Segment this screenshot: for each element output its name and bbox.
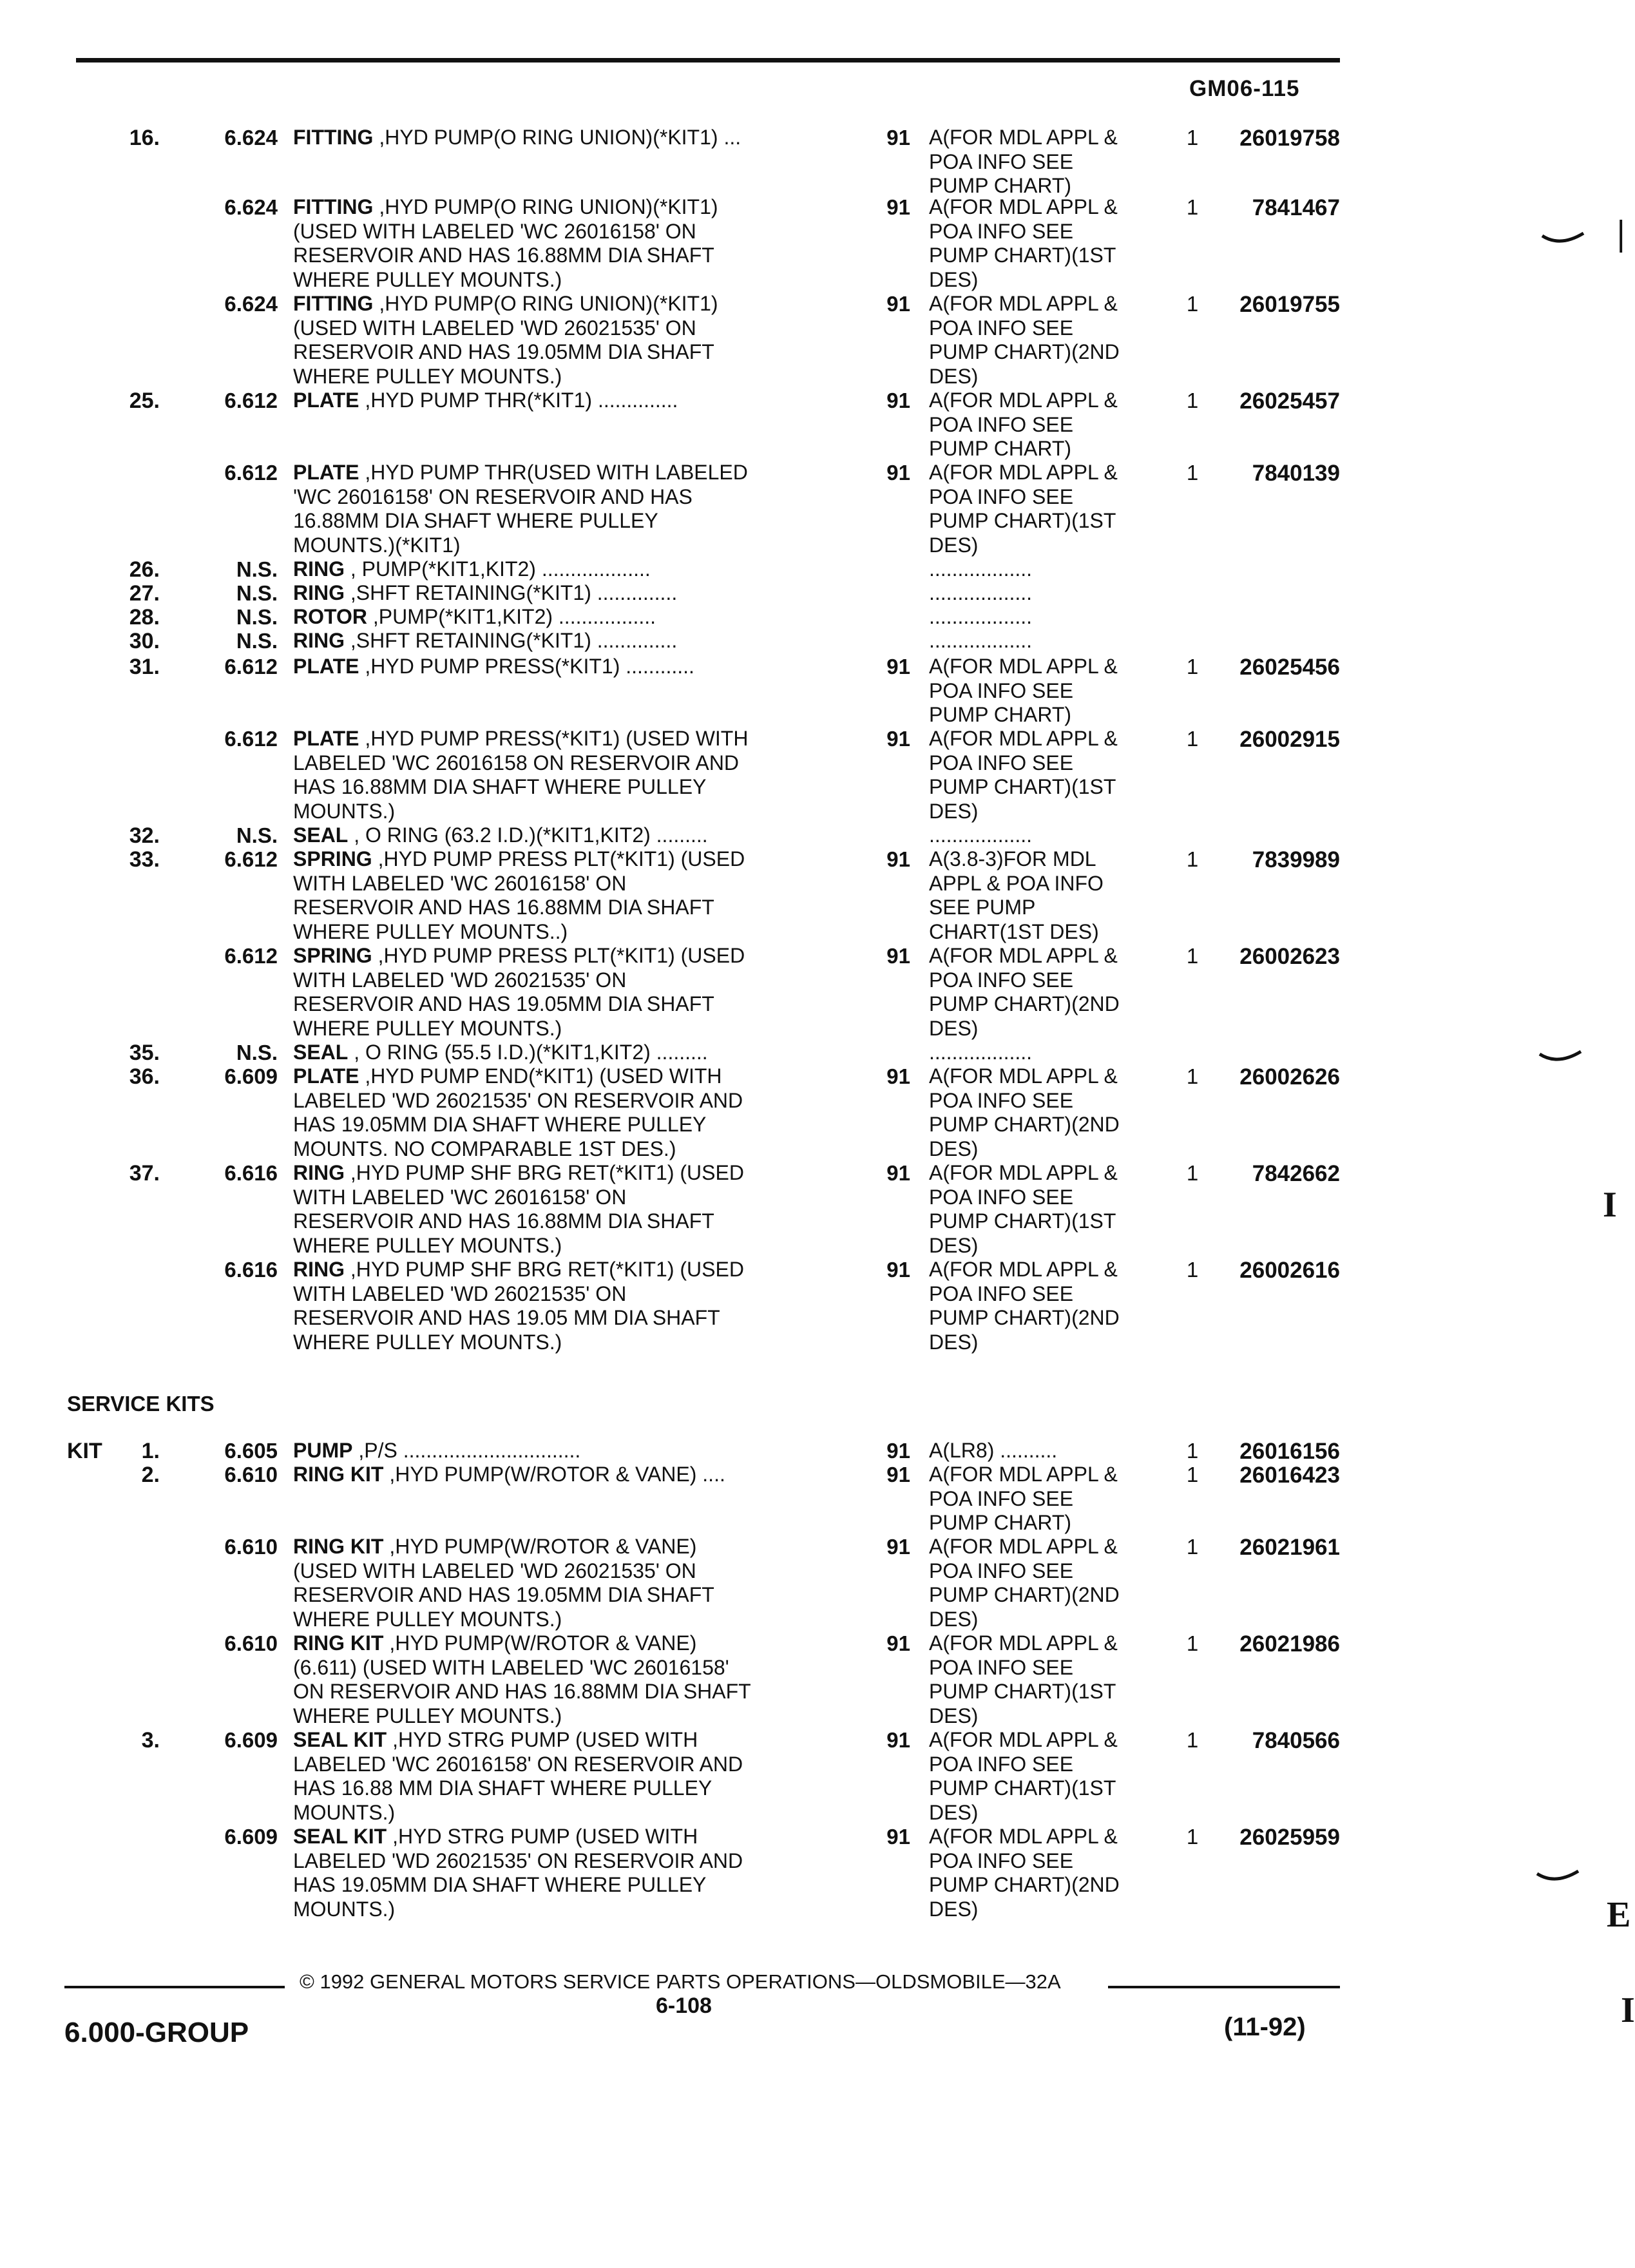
footer-date: (11-92) <box>1224 2013 1306 2041</box>
part-name: PLATE <box>293 461 359 484</box>
item-number: 3. <box>141 1728 160 1753</box>
group-number: 6.609 <box>224 1064 278 1088</box>
part-name: SPRING <box>293 944 372 967</box>
application: A(FOR MDL APPL & POA INFO SEE PUMP CHART)(1ST DES) <box>929 1631 1118 1727</box>
quantity: 1 <box>1186 126 1199 149</box>
model-year: 91 <box>886 1535 910 1559</box>
margin-mark-1: | <box>1617 213 1625 253</box>
group-number: 6.624 <box>224 195 278 219</box>
group-number: 6.612 <box>224 944 278 968</box>
part-detail: ,PUMP(*KIT1,KIT2) ................. <box>367 605 656 628</box>
margin-swoosh-3 <box>1536 1869 1581 1888</box>
group-number: 6.612 <box>224 461 278 485</box>
part-description <box>293 557 860 582</box>
quantity: 1 <box>1186 1825 1199 1849</box>
part-detail: , O RING (63.2 I.D.)(*KIT1,KIT2) ......... <box>348 823 708 847</box>
part-name: RING <box>293 581 345 604</box>
part-name: FITTING <box>293 126 374 149</box>
part-detail: ,HYD PUMP SHF BRG RET(*KIT1) (USED WITH LABELED 'WC 26016158' ON RESERVOIR AND HAS 16.88MM DIA SHAFT WHERE PULLEY MOUNTS.) <box>293 1161 744 1257</box>
group-number: 6.609 <box>224 1825 278 1849</box>
item-number: 32. <box>129 823 160 848</box>
part-number: 7841467 <box>1252 195 1340 220</box>
part-name: PLATE <box>293 389 359 412</box>
group-number: 6.605 <box>224 1439 278 1463</box>
model-year: 91 <box>886 655 910 678</box>
application: A(FOR MDL APPL & POA INFO SEE PUMP CHART)(2ND DES) <box>929 1825 1120 1921</box>
part-detail: ,HYD STRG PUMP (USED WITH LABELED 'WD 26021535' ON RESERVOIR AND HAS 19.05MM DIA SHAFT WHERE PULLEY MOUNTS.) <box>293 1825 743 1921</box>
group-number: N.S. <box>236 581 278 605</box>
part-detail: ,HYD PUMP(W/ROTOR & VANE) .... <box>383 1463 725 1486</box>
application: A(LR8) .......... <box>929 1439 1058 1462</box>
page-id: GM06-115 <box>1189 76 1300 101</box>
model-year: 91 <box>886 847 910 871</box>
item-number: 2. <box>141 1463 160 1487</box>
group-number: 6.612 <box>224 727 278 751</box>
group-number: 6.610 <box>224 1535 278 1559</box>
part-name: RING KIT <box>293 1463 384 1486</box>
part-name: FITTING <box>293 195 374 218</box>
part-description <box>293 389 860 413</box>
quantity: 1 <box>1186 847 1199 871</box>
margin-swoosh-2 <box>1538 1049 1583 1068</box>
part-name: PLATE <box>293 655 359 678</box>
part-description <box>293 1258 860 1354</box>
application: A(FOR MDL APPL & POA INFO SEE PUMP CHART)(2ND DES) <box>929 1258 1120 1354</box>
application: .................. <box>929 1041 1033 1064</box>
quantity: 1 <box>1186 389 1199 412</box>
part-number: 26025457 <box>1239 389 1340 414</box>
part-name: RING <box>293 629 345 652</box>
group-number: N.S. <box>236 557 278 581</box>
footer-copyright: © 1992 GENERAL MOTORS SERVICE PARTS OPERATIONS—OLDSMOBILE—32A <box>300 1970 1061 1993</box>
part-description <box>293 823 860 848</box>
quantity: 1 <box>1186 1463 1199 1486</box>
group-number: N.S. <box>236 605 278 629</box>
part-description <box>293 1728 860 1825</box>
part-name: SPRING <box>293 847 372 870</box>
part-description <box>293 1463 860 1487</box>
part-description <box>293 1161 860 1258</box>
part-name: RING <box>293 557 345 581</box>
part-detail: ,HYD PUMP SHF BRG RET(*KIT1) (USED WITH LABELED 'WD 26021535' ON RESERVOIR AND HAS 19.05 MM DIA SHAFT WHERE PULLEY MOUNTS.) <box>293 1258 744 1354</box>
application: A(FOR MDL APPL & POA INFO SEE PUMP CHART) <box>929 655 1118 726</box>
model-year: 91 <box>886 944 910 968</box>
quantity: 1 <box>1186 1064 1199 1088</box>
part-detail: ,HYD STRG PUMP (USED WITH LABELED 'WC 26016158' ON RESERVOIR AND HAS 16.88 MM DIA SHAFT WHERE PULLEY MOUNTS.) <box>293 1728 743 1824</box>
footer-page-number: 6-108 <box>656 1994 712 2018</box>
model-year: 91 <box>886 727 910 751</box>
part-number: 7839989 <box>1252 847 1340 872</box>
quantity: 1 <box>1186 1439 1199 1463</box>
margin-swoosh-1 <box>1541 231 1586 250</box>
part-name: RING <box>293 1161 345 1184</box>
part-name: SEAL <box>293 1041 349 1064</box>
part-number: 26002616 <box>1239 1258 1340 1283</box>
part-detail: ,HYD PUMP END(*KIT1) (USED WITH LABELED 'WD 26021535' ON RESERVOIR AND HAS 19.05MM DIA SHAFT WHERE PULLEY MOUNTS. NO COMPARABLE 1ST DES.) <box>293 1064 743 1160</box>
item-number: 27. <box>129 581 160 606</box>
item-number: 28. <box>129 605 160 629</box>
group-number: 6.612 <box>224 389 278 412</box>
application: A(FOR MDL APPL & POA INFO SEE PUMP CHART)(2ND DES) <box>929 1535 1120 1631</box>
application: A(3.8-3)FOR MDL APPL & POA INFO SEE PUMP CHART(1ST DES) <box>929 847 1104 943</box>
group-number: 6.616 <box>224 1161 278 1185</box>
part-name: PLATE <box>293 727 359 750</box>
part-description <box>293 1041 860 1065</box>
part-name: PLATE <box>293 1064 359 1088</box>
application: .................. <box>929 581 1033 604</box>
quantity: 1 <box>1186 292 1199 316</box>
application: A(FOR MDL APPL & POA INFO SEE PUMP CHART) <box>929 126 1118 197</box>
item-number: 16. <box>129 126 160 150</box>
part-number: 26016156 <box>1239 1439 1340 1464</box>
item-number: 26. <box>129 557 160 582</box>
kit-label: KIT <box>67 1439 102 1463</box>
model-year: 91 <box>886 1825 910 1849</box>
part-description <box>293 1631 860 1728</box>
part-description <box>293 944 860 1041</box>
part-detail: ,HYD PUMP(O RING UNION)(*KIT1) (USED WITH LABELED 'WC 26016158' ON RESERVOIR AND HAS 16.88MM DIA SHAFT WHERE PULLEY MOUNTS.) <box>293 195 718 291</box>
group-number: N.S. <box>236 1041 278 1064</box>
part-detail: ,HYD PUMP PRESS(*KIT1) ............ <box>359 655 694 678</box>
item-number: 37. <box>129 1161 160 1186</box>
part-number: 26016423 <box>1239 1463 1340 1488</box>
part-description <box>293 1064 860 1161</box>
model-year: 91 <box>886 1463 910 1486</box>
part-detail: ,HYD PUMP PRESS PLT(*KIT1) (USED WITH LABELED 'WC 26016158' ON RESERVOIR AND HAS 16.88MM DIA SHAFT WHERE PULLEY MOUNTS..) <box>293 847 745 943</box>
part-description <box>293 292 860 389</box>
part-detail: ,HYD PUMP PRESS(*KIT1) (USED WITH LABELED 'WC 26016158 ON RESERVOIR AND HAS 16.88MM DIA SHAFT WHERE PULLEY MOUNTS.) <box>293 727 749 823</box>
group-number: 6.610 <box>224 1631 278 1655</box>
model-year: 91 <box>886 1161 910 1185</box>
part-detail: ,HYD PUMP THR(USED WITH LABELED 'WC 26016158' ON RESERVOIR AND HAS 16.88MM DIA SHAFT WHERE PULLEY MOUNTS.)(*KIT1) <box>293 461 748 557</box>
item-number: 31. <box>129 655 160 679</box>
group-number: 6.612 <box>224 847 278 871</box>
top-rule <box>76 58 1340 62</box>
quantity: 1 <box>1186 1535 1199 1559</box>
model-year: 91 <box>886 292 910 316</box>
quantity: 1 <box>1186 195 1199 219</box>
part-description <box>293 629 860 653</box>
application: A(FOR MDL APPL & POA INFO SEE PUMP CHART)(2ND DES) <box>929 944 1120 1040</box>
application: A(FOR MDL APPL & POA INFO SEE PUMP CHART) <box>929 389 1118 460</box>
item-number: 33. <box>129 847 160 872</box>
part-name: RING KIT <box>293 1535 384 1558</box>
application: A(FOR MDL APPL & POA INFO SEE PUMP CHART)(2ND DES) <box>929 1064 1120 1160</box>
part-detail: , O RING (55.5 I.D.)(*KIT1,KIT2) ......... <box>348 1041 708 1064</box>
part-description <box>293 126 860 150</box>
part-detail: ,HYD PUMP(O RING UNION)(*KIT1) (USED WITH LABELED 'WD 26021535' ON RESERVOIR AND HAS 19.05MM DIA SHAFT WHERE PULLEY MOUNTS.) <box>293 292 718 388</box>
application: .................. <box>929 823 1033 847</box>
application: .................. <box>929 629 1033 652</box>
application: A(FOR MDL APPL & POA INFO SEE PUMP CHART)(1ST DES) <box>929 1728 1118 1824</box>
model-year: 91 <box>886 1631 910 1655</box>
quantity: 1 <box>1186 1258 1199 1282</box>
model-year: 91 <box>886 1728 910 1752</box>
application: .................. <box>929 557 1033 581</box>
part-name: RING <box>293 1258 345 1281</box>
part-description <box>293 461 860 557</box>
part-detail: , PUMP(*KIT1,KIT2) ................... <box>345 557 651 581</box>
part-number: 26019755 <box>1239 292 1340 317</box>
part-detail: ,HYD PUMP PRESS PLT(*KIT1) (USED WITH LABELED 'WD 26021535' ON RESERVOIR AND HAS 19.05MM DIA SHAFT WHERE PULLEY MOUNTS.) <box>293 944 745 1040</box>
model-year: 91 <box>886 461 910 485</box>
model-year: 91 <box>886 1064 910 1088</box>
part-number: 26019758 <box>1239 126 1340 151</box>
group-number: 6.624 <box>224 126 278 149</box>
item-number: 1. <box>141 1439 160 1463</box>
footer-group: 6.000-GROUP <box>64 2017 249 2048</box>
group-number: 6.612 <box>224 655 278 678</box>
model-year: 91 <box>886 126 910 149</box>
part-detail: ,HYD PUMP THR(*KIT1) .............. <box>359 389 678 412</box>
group-number: 6.609 <box>224 1728 278 1752</box>
service-kits-heading: SERVICE KITS <box>67 1392 215 1416</box>
part-description <box>293 847 860 944</box>
model-year: 91 <box>886 195 910 219</box>
model-year: 91 <box>886 389 910 412</box>
part-description <box>293 195 860 292</box>
model-year: 91 <box>886 1258 910 1282</box>
quantity: 1 <box>1186 1631 1199 1655</box>
application: .................. <box>929 605 1033 628</box>
part-number: 7840566 <box>1252 1728 1340 1753</box>
part-number: 7842662 <box>1252 1161 1340 1186</box>
application: A(FOR MDL APPL & POA INFO SEE PUMP CHART)(1ST DES) <box>929 195 1118 291</box>
part-number: 7840139 <box>1252 461 1340 486</box>
quantity: 1 <box>1186 944 1199 968</box>
group-number: 6.610 <box>224 1463 278 1486</box>
quantity: 1 <box>1186 1161 1199 1185</box>
part-detail: ,HYD PUMP(W/ROTOR & VANE) (6.611) (USED WITH LABELED 'WC 26016158' ON RESERVOIR AND HAS 16.88MM DIA SHAFT WHERE PULLEY MOUNTS.) <box>293 1631 751 1727</box>
quantity: 1 <box>1186 1728 1199 1752</box>
part-name: SEAL KIT <box>293 1825 387 1848</box>
part-detail: ,HYD PUMP(W/ROTOR & VANE) (USED WITH LABELED 'WD 26021535' ON RESERVOIR AND HAS 19.05MM DIA SHAFT WHERE PULLEY MOUNTS.) <box>293 1535 714 1631</box>
part-name: SEAL KIT <box>293 1728 387 1751</box>
group-number: N.S. <box>236 823 278 847</box>
part-number: 26021986 <box>1239 1631 1340 1657</box>
part-name: PUMP <box>293 1439 353 1462</box>
part-detail: ,SHFT RETAINING(*KIT1) .............. <box>345 581 678 604</box>
part-description <box>293 1825 860 1921</box>
part-detail: ,SHFT RETAINING(*KIT1) .............. <box>345 629 678 652</box>
quantity: 1 <box>1186 727 1199 751</box>
application: A(FOR MDL APPL & POA INFO SEE PUMP CHART) <box>929 1463 1118 1534</box>
part-description <box>293 727 860 823</box>
part-number: 26002623 <box>1239 944 1340 969</box>
group-number: 6.616 <box>224 1258 278 1282</box>
part-description <box>293 1439 860 1463</box>
group-number: 6.624 <box>224 292 278 316</box>
part-detail: ,P/S ............................... <box>352 1439 581 1462</box>
quantity: 1 <box>1186 461 1199 485</box>
part-description <box>293 581 860 606</box>
margin-mark-4: I <box>1621 1990 1635 2030</box>
part-description <box>293 605 860 629</box>
footer-rule-right <box>1108 1986 1340 1988</box>
part-description <box>293 655 860 679</box>
item-number: 35. <box>129 1041 160 1065</box>
footer-rule-left <box>64 1986 285 1988</box>
part-name: SEAL <box>293 823 349 847</box>
part-detail: ,HYD PUMP(O RING UNION)(*KIT1) ... <box>373 126 741 149</box>
part-number: 26002915 <box>1239 727 1340 752</box>
margin-mark-2: I <box>1603 1185 1617 1225</box>
model-year: 91 <box>886 1439 910 1463</box>
part-name: FITTING <box>293 292 374 315</box>
part-number: 26025456 <box>1239 655 1340 680</box>
part-name: ROTOR <box>293 605 367 628</box>
item-number: 25. <box>129 389 160 413</box>
item-number: 36. <box>129 1064 160 1089</box>
part-name: RING KIT <box>293 1631 384 1655</box>
application: A(FOR MDL APPL & POA INFO SEE PUMP CHART)(1ST DES) <box>929 1161 1118 1257</box>
application: A(FOR MDL APPL & POA INFO SEE PUMP CHART)(1ST DES) <box>929 461 1118 557</box>
application: A(FOR MDL APPL & POA INFO SEE PUMP CHART)(1ST DES) <box>929 727 1118 823</box>
group-number: N.S. <box>236 629 278 653</box>
part-number: 26025959 <box>1239 1825 1340 1850</box>
quantity: 1 <box>1186 655 1199 678</box>
part-number: 26021961 <box>1239 1535 1340 1560</box>
application: A(FOR MDL APPL & POA INFO SEE PUMP CHART)(2ND DES) <box>929 292 1120 388</box>
item-number: 30. <box>129 629 160 653</box>
part-number: 26002626 <box>1239 1064 1340 1090</box>
part-description <box>293 1535 860 1631</box>
margin-mark-3: E <box>1607 1895 1631 1935</box>
